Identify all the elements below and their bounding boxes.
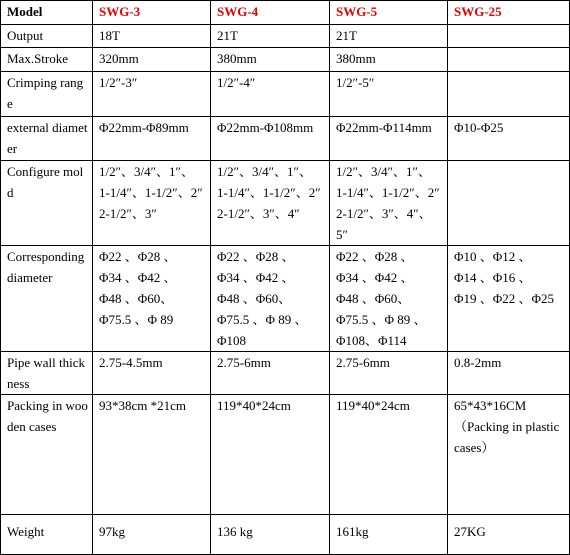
cell-pipe-wall-swg-5: 2.75-6mm [330,352,448,395]
cell-corresponding-diameter-swg-25: Φ10 、Φ12 、 Φ14 、Φ16 、 Φ19 、Φ22 、Φ25 [448,246,570,352]
cell-external-diameter-swg-4: Φ22mm-Φ108mm [211,117,330,161]
header-swg-3: SWG-3 [93,1,211,25]
row-label-packing: Packing in wooden cases [1,395,93,515]
table-row-external-diameter [1,117,570,161]
cell-max-stroke-swg-3: 320mm [93,48,211,72]
table-row-corresponding-diameter [1,246,570,352]
row-label-pipe-wall-thickness: Pipe wall thickness [1,352,93,395]
header-row [1,1,570,25]
cell-crimping-range-swg-3: 1/2″-3″ [93,72,211,117]
cell-max-stroke-swg-5: 380mm [330,48,448,72]
cell-weight-swg-25: 27KG [448,515,570,555]
row-label-weight: Weight [1,515,93,555]
cell-weight-swg-3: 97kg [93,515,211,555]
cell-max-stroke-swg-25 [448,48,570,72]
cell-packing-swg-3: 93*38cm *21cm [93,395,211,515]
cell-max-stroke-swg-4: 380mm [211,48,330,72]
cell-output-swg-25 [448,25,570,48]
cell-external-diameter-swg-25: Φ10-Φ25 [448,117,570,161]
row-label-output: Output [1,25,93,48]
table-row-configure-mold [1,161,570,246]
cell-external-diameter-swg-5: Φ22mm-Φ114mm [330,117,448,161]
cell-configure-mold-swg-25 [448,161,570,246]
cell-pipe-wall-swg-25: 0.8-2mm [448,352,570,395]
cell-packing-swg-5: 119*40*24cm [330,395,448,515]
cell-crimping-range-swg-25 [448,72,570,117]
cell-configure-mold-swg-3: 1/2″、3/4″、1″、 1-1/4″、1-1/2″、2″ 2-1/2″、3″ [93,161,211,246]
row-label-external-diameter: external diameter [1,117,93,161]
table-row-crimping-range [1,72,570,117]
row-label-max-stroke: Max.Stroke [1,48,93,72]
header-swg-25: SWG-25 [448,1,570,25]
cell-crimping-range-swg-4: 1/2″-4″ [211,72,330,117]
cell-pipe-wall-swg-3: 2.75-4.5mm [93,352,211,395]
cell-corresponding-diameter-swg-4: Φ22 、Φ28 、 Φ34 、Φ42 、 Φ48 、Φ60、 Φ75.5 、Φ 89 、 Φ108 [211,246,330,352]
cell-crimping-range-swg-5: 1/2″-5″ [330,72,448,117]
cell-output-swg-5: 21T [330,25,448,48]
cell-pipe-wall-swg-4: 2.75-6mm [211,352,330,395]
row-label-corresponding-diameter: Corresponding diameter [1,246,93,352]
table-row-packing [1,395,570,515]
table-row-pipe-wall-thickness [1,352,570,395]
header-swg-5: SWG-5 [330,1,448,25]
cell-configure-mold-swg-5: 1/2″、3/4″、1″、 1-1/4″、1-1/2″、2″ 2-1/2″、3″、4″、5″ [330,161,448,246]
cell-output-swg-4: 21T [211,25,330,48]
cell-configure-mold-swg-4: 1/2″、3/4″、1″、 1-1/4″、1-1/2″、2″ 2-1/2″、3″、4″ [211,161,330,246]
cell-corresponding-diameter-swg-3: Φ22 、Φ28 、 Φ34 、Φ42 、 Φ48 、Φ60、 Φ75.5 、Φ 89 [93,246,211,352]
header-model: Model [1,1,93,25]
table-row-weight [1,515,570,555]
header-swg-4: SWG-4 [211,1,330,25]
cell-corresponding-diameter-swg-5: Φ22 、Φ28 、 Φ34 、Φ42 、 Φ48 、Φ60、 Φ75.5 、Φ 89 、 Φ108、Φ114 [330,246,448,352]
row-label-configure-mold: Configure mold [1,161,93,246]
table-row-output [1,25,570,48]
cell-packing-swg-4: 119*40*24cm [211,395,330,515]
row-label-crimping-range: Crimping range [1,72,93,117]
cell-packing-swg-25: 65*43*16CM （Packing in plastic cases） [448,395,570,515]
cell-output-swg-3: 18T [93,25,211,48]
cell-weight-swg-4: 136 kg [211,515,330,555]
cell-external-diameter-swg-3: Φ22mm-Φ89mm [93,117,211,161]
cell-weight-swg-5: 161kg [330,515,448,555]
table-row-max-stroke [1,48,570,72]
